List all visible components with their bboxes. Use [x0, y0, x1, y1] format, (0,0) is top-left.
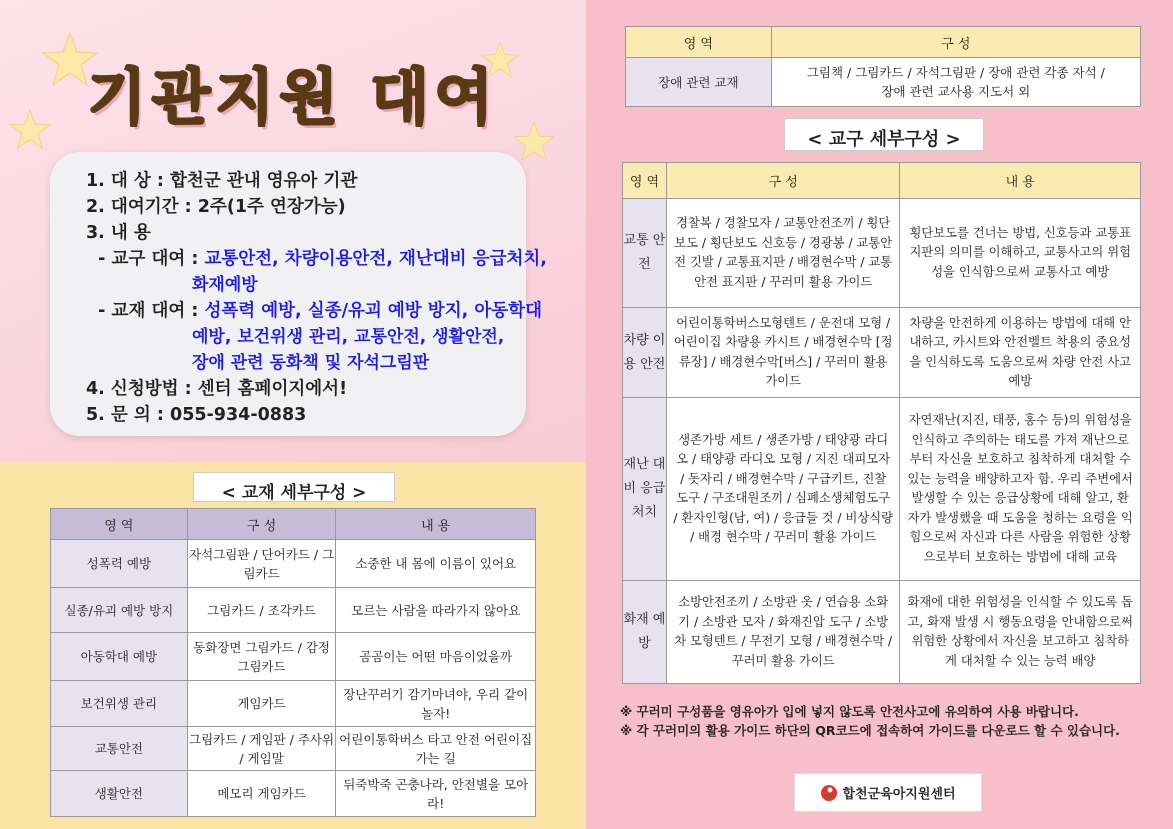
center-logo-icon — [820, 784, 838, 802]
table-row — [51, 681, 536, 727]
center-logo — [794, 773, 982, 812]
comp-cell: 어린이통학버스모형텐트 / 운전대 모형 / 어린이집 차량용 카시트 / 배경현수막 [정류장] / 배경현수막[버스] / 꾸러미 활용 가이드 — [666, 308, 900, 398]
column-header: 내 용 — [336, 509, 536, 540]
table-row — [51, 540, 536, 588]
table-row — [51, 588, 536, 633]
contact-line: 5. 문 의 : 055-934-0883 — [86, 405, 307, 425]
column-header: 구 성 — [666, 163, 900, 199]
table-row — [51, 771, 536, 817]
comp-cell: 그림카드 / 조각카드 — [187, 588, 336, 633]
area-cell: 생활안전 — [51, 771, 188, 817]
material-rental-cont: 장애 관련 동화책 및 자석그림판 — [192, 353, 430, 373]
area-cell: 재난 대비 응급 처치 — [623, 398, 667, 581]
center-name: 합천군육아지원센터 — [842, 787, 956, 802]
area-cell: 교통 안전 — [623, 199, 667, 308]
note-item: ※ 각 꾸러미의 활용 가이드 하단의 QR코드에 접속하여 가이드를 다운로드 할 수 있습니다. — [620, 723, 1120, 738]
content-cell: 횡단보도를 건너는 방법, 신호등과 교통표지판의 의미를 이해하고, 교통사고의 위험성을 인식함으로써 교통사고 예방 — [900, 199, 1141, 308]
column-header: 영 역 — [626, 27, 772, 58]
area-cell: 보건위생 관리 — [51, 681, 188, 727]
content-cell: 소중한 내 몸에 이름이 있어요 — [336, 540, 536, 588]
area-cell: 아동학대 예방 — [51, 633, 188, 681]
column-header: 영 역 — [623, 163, 667, 199]
comp-cell: 동화장면 그림카드 / 감정 그림카드 — [187, 633, 336, 681]
table-row — [623, 581, 1141, 684]
content-cell: 자연재난(지진, 태풍, 홍수 등)의 위험성을 인식하고 주의하는 태도를 가져 재난으로부터 자신을 보호하고 침착하게 대처할 수 있는 능력을 배양하고자 함. 우리 주변에서 발생할 수 있는 응급상황에 대해 알고, 환자가 발생했을 때 도움을 청하는 요령을 익힘으로써 자신과 다른 사람을 위험한 상황으로부터 보호하는 방법에 대해 교육 — [900, 398, 1141, 581]
tool-table — [622, 162, 1141, 684]
content-cell: 장난꾸러기 감기마녀야, 우리 같이 놀자! — [336, 681, 536, 727]
table-row — [623, 398, 1141, 581]
material-section-heading: < 교재 세부구성 > — [193, 472, 395, 502]
area-cell: 교통안전 — [51, 727, 188, 771]
content-cell: 뒤죽박죽 곤충나라, 안전별을 모아라! — [336, 771, 536, 817]
comp-cell: 메모리 게임카드 — [187, 771, 336, 817]
content-cell: 곰곰이는 어떤 마음이었을까 — [336, 633, 536, 681]
content-cell: 화재에 대한 위험성을 인식할 수 있도록 돕고, 화재 발생 시 행동요령을 안내함으로써 위험한 상황에서 자신을 보고하고 침착하게 대처할 수 있는 능력 배양 — [900, 581, 1141, 684]
content-cell: 차량을 안전하게 이용하는 방법에 대해 안내하고, 카시트와 안전벨트 착용의 중요성을 인식하도록 도움으로써 차량 안전 사고 예방 — [900, 308, 1141, 398]
comp-cell: 소방안전조끼 / 소방관 옷 / 연습용 소화기 / 소방관 모자 / 화재진압 도구 / 소방차 모형텐트 / 무전기 모형 / 배경현수막 / 꾸러미 활용 가이드 — [666, 581, 900, 684]
info-card — [50, 152, 547, 436]
comp-cell: 자석그림판 / 단어카드 / 그림카드 — [187, 540, 336, 588]
notes — [620, 702, 1160, 740]
apply-method-line: 4. 신청방법 : 센터 홈페이지에서! — [86, 379, 348, 399]
content-cell: 모르는 사람을 따라가지 않아요 — [336, 588, 536, 633]
comp-cell: 그림카드 / 게임판 / 주사위 / 게임말 — [187, 727, 336, 771]
column-header: 영 역 — [51, 509, 188, 540]
page-title: 기관지원 대여 — [88, 63, 499, 133]
note-item: ※ 꾸러미 구성품을 영유아가 입에 넣지 않도록 안전사고에 유의하여 사용 바랍니다. — [620, 704, 1079, 719]
material-table — [50, 508, 536, 817]
comp-cell: 그림책 / 그림카드 / 자석그림판 / 장애 관련 각종 자석 / 장애 관련 교사용 지도서 외 — [771, 58, 1140, 107]
area-cell: 장애 관련 교재 — [626, 58, 772, 107]
material-rental-cont: 예방, 보건위생 관리, 교통안전, 생활안전, — [192, 327, 505, 347]
period-line: 2. 대여기간 : 2주(1주 연장가능) — [86, 197, 346, 217]
content-line: 3. 내 용 — [86, 223, 151, 243]
disability-material-table — [625, 26, 1141, 107]
table-row — [623, 199, 1141, 308]
area-cell: 화재 예방 — [623, 581, 667, 684]
material-rental-line: - 교재 대여 : 성폭력 예방, 실종/유괴 예방 방지, 아동학대 — [86, 301, 542, 321]
area-cell: 차량 이용 안전 — [623, 308, 667, 398]
table-row — [623, 308, 1141, 398]
tool-section-heading: < 교구 세부구성 > — [784, 118, 984, 151]
star-icon — [512, 120, 556, 164]
area-cell: 실종/유괴 예방 방지 — [51, 588, 188, 633]
table-row — [51, 633, 536, 681]
table-row — [626, 58, 1141, 107]
table-row — [51, 727, 536, 771]
target-line: 1. 대 상 : 합천군 관내 영유아 기관 — [86, 171, 358, 191]
column-header: 내 용 — [900, 163, 1141, 199]
area-cell: 성폭력 예방 — [51, 540, 188, 588]
comp-cell: 게임카드 — [187, 681, 336, 727]
tool-rental-cont: 화재예방 — [192, 275, 258, 295]
column-header: 구 성 — [187, 509, 336, 540]
star-icon — [8, 108, 52, 152]
comp-cell: 경찰복 / 경찰모자 / 교통안전조끼 / 횡단보도 / 횡단보도 신호등 / 경광봉 / 교통안전 깃발 / 교통표지판 / 배경현수막 / 교통안전 표지판 / 꾸러미 활용 가이드 — [666, 199, 900, 308]
comp-cell: 생존가방 세트 / 생존가방 / 태양광 라디오 / 태양광 라디오 모형 / 지진 대피모자 / 돗자리 / 배경현수막 / 구급키트, 진찰 도구 / 구조대원조끼 / 심폐소생체험도구 / 환자인형(남, 여) / 응급들 것 / 비상식량 / 배경 현수막 / 꾸러미 활용 가이드 — [666, 398, 900, 581]
column-header: 구 성 — [771, 27, 1140, 58]
content-cell: 어린이통학버스 타고 안전 어린이집 가는 길 — [336, 727, 536, 771]
tool-rental-line: - 교구 대여 : 교통안전, 차량이용안전, 재난대비 응급처치, — [86, 249, 547, 269]
